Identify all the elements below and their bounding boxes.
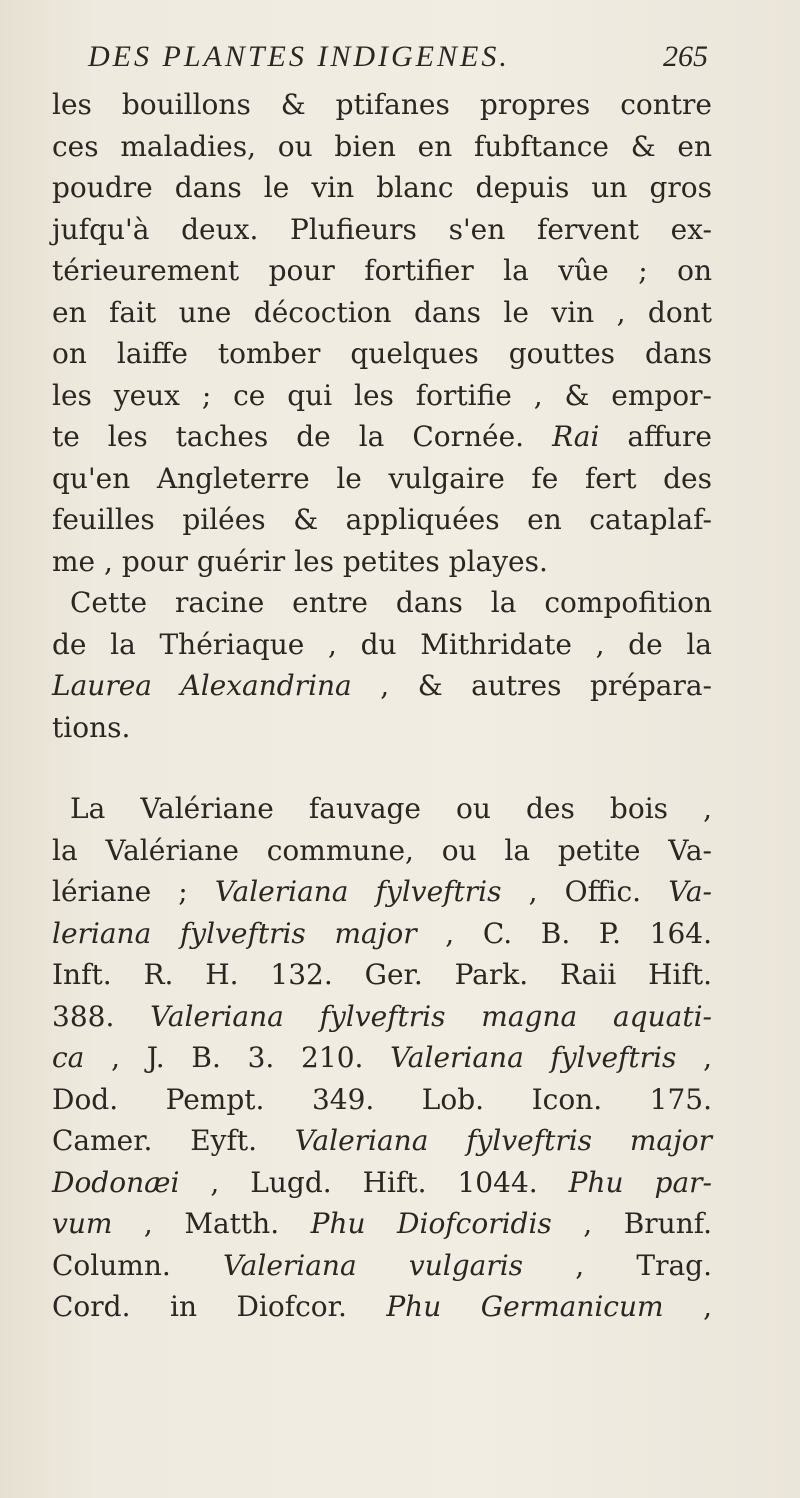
text-line: me , pour guérir les petites playes. [52,544,548,578]
text-line [52,913,712,955]
text-line: qu'en Angleterre le vulgaire fe fert des [52,461,712,495]
text-run: affure [599,420,713,453]
text-line [52,1286,712,1328]
text-run: , Lugd. Hift. 1044. [179,1165,569,1199]
latin-name-italic: Valeriana fylveftris [390,1041,677,1074]
text-run: 388. [52,999,151,1033]
text-line: en fait une décoction dans le vin , dont [52,295,712,329]
latin-name-italic: Phu Diofcoridis [310,1207,552,1240]
paragraph-compositions [52,582,712,748]
text-line: poudre dans le vin blanc depuis un gros [52,171,712,204]
text-line [52,416,712,458]
text-run: te les taches de la Cornée. [52,420,525,453]
text-line [52,1037,712,1079]
text-line [52,1162,712,1204]
text-line [52,1203,712,1245]
text-run: Cord. in Diofcor. [52,1290,387,1323]
text-line: on laiffe tomber quelques gouttes dans [52,337,712,370]
paragraph-synonyms [52,788,712,1328]
running-title: DES PLANTES INDIGENES. [88,40,510,73]
text-line: feuilles pilées & appliquées en cataplaf- [52,503,712,536]
latin-name-italic: Valeriana fylveftris magna aquati- [150,999,712,1033]
text-run: , [676,1041,712,1074]
text-run: , [663,1290,712,1323]
page-body [52,84,712,1328]
latin-name-italic: vum [52,1207,113,1240]
text-run: , & autres prépara- [351,669,713,702]
latin-name-italic: Dodonæi [52,1165,180,1199]
page-number: 265 [663,40,708,73]
text-line: térieurement pour fortifier la vûe ; on [52,254,712,287]
latin-name-italic: Laurea Alexandrina [52,669,352,702]
text-run: , Matth. [112,1207,311,1240]
running-header [88,40,708,86]
paragraph-gap [52,748,712,788]
text-line: Cette racine entre dans la compofition [70,586,712,619]
text-line: tions. [52,710,131,744]
text-line: la Valériane commune, ou la petite Va- [52,833,712,867]
latin-name-italic: Phu Germanicum [386,1290,664,1323]
latin-name-italic: Valeriana fylveftris major [294,1124,712,1157]
text-line [52,996,712,1038]
latin-name-italic: leriana fylveftris major [52,916,417,950]
text-line: Dod. Pempt. 349. Lob. Icon. 175. [52,1082,712,1116]
latin-name-italic: Valeriana vulgaris [223,1248,524,1282]
text-line: les bouillons & ptifanes propres contre [52,88,712,121]
text-run: , J. B. 3. 210. [84,1041,391,1074]
text-run: Camer. Eyft. [52,1124,295,1157]
text-line: La Valériane fauvage ou des bois , [70,792,712,825]
text-run: , Brunf. [551,1207,712,1240]
text-run: , C. B. P. 164. [416,916,712,950]
text-line [52,1120,712,1162]
text-line: jufqu'à deux. Plufieurs s'en fervent ex- [52,212,712,246]
latin-name-italic: Va- [668,875,712,908]
latin-name-italic: Phu par- [568,1165,712,1199]
text-line [52,665,712,707]
latin-name-italic: Valeriana fylveftris [214,875,502,908]
text-line [52,1245,712,1287]
text-line: de la Thériaque , du Mithridate , de la [52,627,712,661]
paragraph-uses [52,84,712,582]
text-run: lériane ; [52,875,215,908]
text-run: , Offic. [501,875,669,908]
text-line: ces maladies, ou bien en fubftance & en [52,129,712,163]
text-run: , Trag. [523,1248,713,1282]
author-name-italic: Rai [552,420,600,453]
text-line [52,871,712,913]
text-run: Column. [52,1248,224,1282]
text-line: les yeux ; ce qui les fortifie , & empor- [52,378,712,412]
text-line: Inft. R. H. 132. Ger. Park. Raii Hift. [52,958,712,991]
latin-name-italic: ca [52,1041,85,1074]
